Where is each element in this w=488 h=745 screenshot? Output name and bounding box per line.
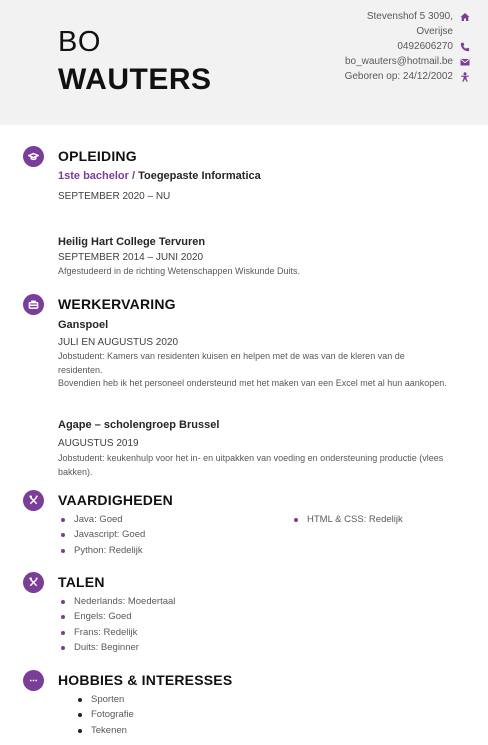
school-name: Heilig Hart College Tervuren	[58, 236, 206, 248]
header	[0, 0, 488, 125]
education-degree	[58, 170, 261, 182]
skills-list-right	[291, 512, 403, 527]
phone-number: 0492606270	[397, 41, 453, 52]
job-description: Jobstudent: keukenhulp voor het in- en uitpakken van voeding en ondersteuning productie (vlees bakken).	[58, 453, 444, 477]
degree-field: Toegepaste Informatica	[138, 170, 261, 182]
contact-email	[210, 54, 470, 69]
address-line1: Stevenshof 5 3090,	[366, 11, 453, 22]
tools-icon	[23, 490, 44, 511]
list-item: Engels: Goed	[58, 609, 175, 624]
job-dates: JULI EN AUGUSTUS 2020	[58, 337, 179, 348]
briefcase-icon	[23, 294, 44, 315]
school-dates: SEPTEMBER 2014 – JUNI 2020	[58, 252, 204, 263]
envelope-icon	[459, 56, 470, 67]
hobbies-list	[75, 692, 134, 738]
contact-phone	[210, 39, 470, 54]
tools-icon	[23, 572, 44, 593]
hobbies-title: HOBBIES & INTERESSES	[58, 672, 233, 688]
list-item: Fotografie	[75, 707, 134, 722]
last-name: WAUTERS	[58, 63, 212, 96]
job-description-extra: Bovendien heb ik het personeel ondersteund met het maken van een Excel met al hun aankopen.	[58, 378, 447, 388]
languages-title: TALEN	[58, 574, 105, 590]
job-description: Jobstudent: Kamers van residenten kuisen en helpen met de was van de kleren van de residenten.	[58, 351, 405, 375]
birth-date: Geboren op: 24/12/2002	[344, 71, 453, 82]
degree-label: 1ste bachelor	[58, 170, 129, 182]
list-item: Java: Goed	[58, 512, 145, 527]
list-item: Duits: Beginner	[58, 640, 175, 655]
education-dates: SEPTEMBER 2020 – NU	[58, 191, 171, 202]
experience-title: WERKERVARING	[58, 296, 176, 312]
school-description: Afgestudeerd in de richting Wetenschappen Wiskunde Duits.	[58, 266, 300, 276]
list-item: Javascript: Goed	[58, 527, 145, 542]
contact-address	[210, 9, 470, 24]
job-company: Ganspoel	[58, 319, 109, 331]
list-item: Nederlands: Moedertaal	[58, 594, 175, 609]
contact-birth	[210, 69, 470, 84]
contact-info	[210, 9, 470, 84]
education-title: OPLEIDING	[58, 148, 137, 164]
more-icon	[23, 670, 44, 691]
job-dates: AUGUSTUS 2019	[58, 438, 139, 449]
skills-list-left	[58, 512, 145, 558]
list-item: Frans: Redelijk	[58, 625, 175, 640]
first-name: BO	[58, 26, 101, 58]
skills-title: VAARDIGHEDEN	[58, 492, 173, 508]
job-company: Agape – scholengroep Brussel	[58, 419, 220, 431]
contact-address-2	[210, 24, 470, 39]
languages-list	[58, 594, 175, 655]
email-address[interactable]: bo_wauters@hotmail.be	[345, 56, 453, 67]
degree-separator: /	[128, 170, 139, 182]
list-item: Tekenen	[75, 723, 134, 738]
address-line2: Overijse	[416, 26, 453, 37]
phone-icon	[459, 41, 470, 52]
person-icon	[459, 71, 470, 82]
list-item: HTML & CSS: Redelijk	[291, 512, 403, 527]
home-icon	[459, 11, 470, 22]
graduation-cap-icon	[23, 146, 44, 167]
list-item: Sporten	[75, 692, 134, 707]
list-item: Python: Redelijk	[58, 543, 145, 558]
